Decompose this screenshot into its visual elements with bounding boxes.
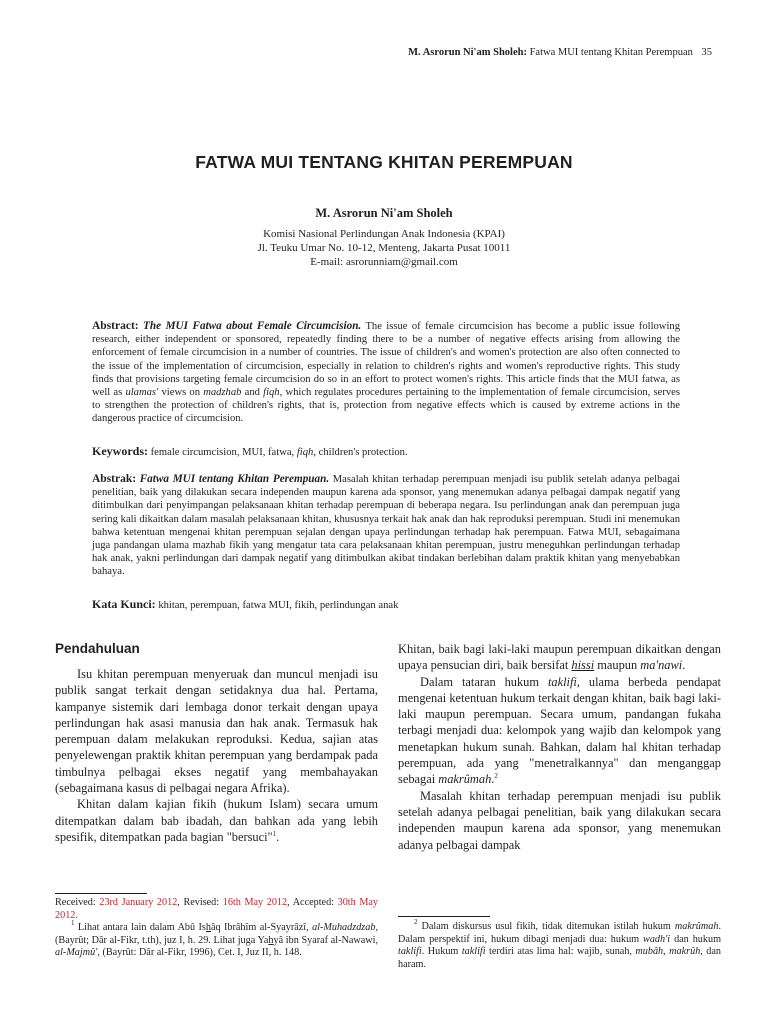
- paragraph: [398, 674, 721, 788]
- affiliation: [0, 227, 768, 269]
- footnote-text: yâ ibn Syaraf al-Nawawi,: [273, 934, 378, 946]
- footnote-text: âq Ibrâhîm al-Syayrâzî,: [211, 922, 313, 934]
- running-head: [408, 47, 712, 58]
- footnote-text: Lihat antara lain dalam Abû Is: [74, 922, 206, 934]
- received-label: Received:: [55, 897, 100, 908]
- footnote-italic: makrûmah: [674, 921, 719, 932]
- italic-term: makrûmah: [438, 772, 492, 787]
- footnotes-right: [398, 918, 722, 971]
- abstract-text: The issue of female circumcision has become a public issue following research, either independent or sponsored, repeatedly finding there to be a number of negative effects arising from allowing the enforcement of female circumcision in a number of countries. The issue of children's and women's protection are also often connected to the issue of the implementation of circumcision, especially in relation to children's rights and women's reproductive rights. This study finds that provisions targeting female circumcision do so in an effort to protect women's rights. This article finds that the MUI fatwa, as well as: [92, 321, 680, 399]
- footnote-text: , (Bayrût; Dâr al-Fikr, t.th), juz I, h. 29. Lihat juga Ya: [55, 922, 378, 946]
- footnote-2: [398, 918, 722, 971]
- footnote-text: h: [268, 934, 274, 946]
- page-number: 35: [701, 47, 712, 58]
- paragraph: Isu khitan perempuan menyeruak dan muncul menjadi isu publik sangat terkait dengan setidaknya dua hal. Pertama, kampanye sistemik dari lembaga donor terkait dengan upaya perlindungan hak asasi manusia dan hak anak. Termasuk hak perempuan dalam melakukan reproduksi. Kedua, sajian atas penyelewengan praktik khitan perempuan yang berdampak pada timbulnya pelbagai ekses negatif yang membahayakan (sebagaimana kasus di pelbagai negara Afrika).: [55, 667, 378, 796]
- footnote-text: h: [205, 922, 211, 934]
- paragraph-text: .: [276, 829, 280, 844]
- footnote-divider: [398, 916, 490, 917]
- footnote-italic: makrûh: [669, 946, 701, 958]
- accepted-date: 30th May 2012.: [55, 897, 379, 921]
- abstrak-text: Masalah khitan terhadap perempuan menjadi isu publik setelah adanya pelbagai penelitian, baik yang dilakukan secara independen maupun karena ada sponsor, yang menemukan adanya pelbagai dampak negatif yang ditimbulkan dari penyimpangan pelaksanaan khitan terhadap perempuan di beberapa negara. Isu perlindungan anak dan perempuan juga sering kali dikaitkan dalam masalah pelaksanaan khitan, khususnya terkait hak anak dan hak reproduksi perempuan. Studi ini menemukan bahwa ketentuan mengenai khitan perempuan sejalan dengan upaya perlindungan terhadap hak perempuan. Fatwa MUI, sebagaimana juga pandangan ulama mazhab fikih yang mengatur tata cara pelaksanaan khitan perempuan, justru meneguhkan perlindungan terhadap hak anak, yakni perlindungan dari dampak negatif yang ditimbulkan akibat tindakan berlebihan dalam praktik khitan yang menyebabkan bahaya.: [92, 474, 681, 578]
- keywords-label: Keywords:: [92, 444, 148, 458]
- footnote-number: 2: [414, 918, 418, 926]
- running-head-title: Fatwa MUI tentang Khitan Perempuan: [529, 47, 693, 58]
- abstract-subtitle: The MUI Fatwa about Female Circumcision.: [143, 320, 362, 332]
- abstract-indonesian: [92, 473, 680, 579]
- accepted-label: , Accepted:: [287, 897, 338, 908]
- right-column: [398, 641, 721, 853]
- footnote-italic: taklifi: [461, 946, 486, 958]
- received-date: 23rd January 2012: [99, 897, 178, 908]
- abstract-italic-term: madzhab: [203, 387, 242, 399]
- abstract-text: views on: [158, 387, 204, 399]
- italic-term: taklifi: [547, 674, 577, 689]
- footnote-text: Dalam diskursus usul fikih, tidak ditemukan istilah hukum: [417, 921, 675, 932]
- article-title: FATWA MUI TENTANG KHITAN PEREMPUAN: [195, 152, 573, 172]
- footnote-divider: [55, 893, 147, 894]
- keywords-indonesian: [92, 598, 680, 612]
- paragraph-text: , ulama berbeda pendapat mengenai ketentuan hukum terkait dengan khitan, baik bagi laki-laki maupun perempuan. Secara umum, pandangan fukaha terbagi menjadi dua: kelompok yang wajib dan kelompok yang menetapkan hukum sunah. Bahkan, dalam hal khitan terhadap perempuan, ada yang "menetralkannya" dan menganggap sebagai: [398, 674, 721, 787]
- keywords-text: female circumcision, MUI, fatwa,: [150, 447, 297, 458]
- abstract-text: , which regulates procedures pertaining to the implementation of female circumcision, serves to strengthen the protection of children's rights, that is, protection from negative effects which is caused by extreme actions in the dangerous practice of circumcision.: [92, 387, 680, 425]
- abstract-italic-term: ulamas': [125, 387, 159, 399]
- abstract-italic-term: fiqh: [263, 387, 280, 399]
- paragraph: [55, 796, 378, 845]
- abstrak-subtitle: Fatwa MUI tentang Khitan Perempuan.: [139, 473, 330, 485]
- affiliation-email: E-mail: asrorunniam@gmail.com: [310, 256, 458, 268]
- paragraph-text: .: [491, 772, 495, 787]
- italic-term: hissi: [571, 658, 595, 673]
- abstract-text: and: [241, 387, 264, 399]
- footnote-italic: al-Muhadzdzab: [312, 922, 376, 934]
- paragraph-text: .: [682, 658, 686, 673]
- paragraph-text: Khitan dalam kajian fikih (hukum Islam) secara umum ditempatkan dalam bab ibadah, dan bahkan ada yang lebih spesifik, ditempatkan pada bagian "bersuci": [55, 797, 378, 844]
- footnote-ref[interactable]: 1: [272, 829, 277, 838]
- footnote-text: terdiri atas lima hal: wajib, sunah,: [485, 946, 636, 958]
- kata-kunci-label: Kata Kunci:: [92, 597, 156, 611]
- footnote-text: , (Bayrût: Dâr al-Fikr, 1996), Cet. I, Juz II, h. 148.: [97, 947, 302, 959]
- affiliation-institution: Komisi Nasional Perlindungan Anak Indonesia (KPAI): [263, 228, 505, 240]
- footnote-ref[interactable]: 2: [494, 772, 498, 781]
- abstrak-label: Abstrak:: [92, 473, 137, 485]
- keywords-text: , children's protection.: [313, 447, 408, 458]
- footnotes-left: [55, 897, 378, 960]
- revised-label: , Revised:: [177, 897, 223, 908]
- footnote-text: . Hukum: [421, 946, 462, 958]
- footnote-italic: al-Majmû': [55, 947, 98, 959]
- footnote-text: ,: [663, 946, 670, 958]
- footnote-italic: mubâh: [635, 946, 664, 958]
- abstract-english: [92, 320, 680, 426]
- paragraph-text: maupun: [594, 658, 641, 673]
- paragraph: [398, 641, 721, 674]
- footnote-text: dan hukum: [670, 933, 722, 945]
- footnote-italic: wadh'i: [643, 933, 671, 945]
- left-column: [55, 641, 378, 845]
- keywords-english: [92, 445, 680, 459]
- paragraph: Masalah khitan terhadap perempuan menjadi isu publik setelah adanya pelbagai penelitian, baik yang dilakukan secara independen maupun karena ada sponsor, yang menemukan adanya pelbagai dampak: [398, 788, 721, 852]
- keywords-italic-term: fiqh: [296, 447, 314, 458]
- revised-date: 16th May 2012: [222, 897, 288, 908]
- submission-dates: [55, 897, 378, 922]
- footnote-text: , dan haram.: [398, 946, 722, 970]
- section-heading: Pendahuluan: [55, 641, 140, 656]
- italic-term: ma'nawi: [640, 658, 683, 673]
- footnote-number: 1: [71, 919, 75, 928]
- kata-kunci-text: khitan, perempuan, fatwa MUI, fikih, perlindungan anak: [158, 600, 399, 611]
- paragraph-text: Khitan, baik bagi laki-laki maupun perempuan dikaitkan dengan upaya pensucian diri, baik bersifat: [398, 642, 721, 673]
- running-head-author: M. Asrorun Ni'am Sholeh:: [408, 47, 527, 58]
- paragraph-text: Dalam tataran hukum: [420, 674, 548, 689]
- author-name: M. Asrorun Ni'am Sholeh: [315, 206, 453, 220]
- footnote-text: . Dalam perspektif ini, hukum dibagi menjadi dua: hukum: [398, 921, 721, 945]
- affiliation-address: Jl. Teuku Umar No. 10-12, Menteng, Jakarta Pusat 10011: [257, 242, 511, 254]
- abstract-label: Abstract:: [92, 320, 139, 332]
- footnote-1: [55, 919, 378, 960]
- footnote-italic: taklifi: [398, 946, 422, 958]
